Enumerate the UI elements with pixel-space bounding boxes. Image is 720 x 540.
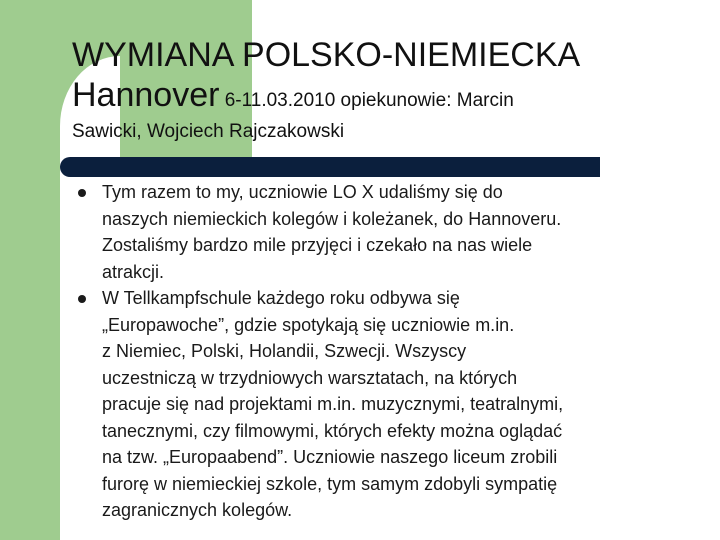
bullet-item — [72, 179, 682, 285]
bullet-text: W Tellkampfschule każdego roku odbywa się „Europawoche”, gdzie spotykają się uczniowie m.in. z Niemiec, Polski, Holandii, Szwecji. Wszyscy uczestniczą w trzydniowych warsztatach, na których pracuje się nad projektami m.in. muzycznymi, teatralnymi, tanecznymi, czy filmowymi, których efekty można oglądać na tzw. „Europaabend”. Uczniowie naszego liceum zrobili furorę w niemieckiej szkole, tym samym zdobyli sympatię zagranicznych kolegów. — [102, 288, 564, 520]
title-divider-bar — [60, 157, 600, 177]
title-guardians-names: Sawicki, Wojciech Rajczakowski — [72, 121, 345, 142]
title-line-1: WYMIANA POLSKO-NIEMIECKA — [72, 36, 581, 74]
bullet-icon — [72, 179, 102, 206]
bullet-icon — [72, 285, 102, 312]
bullet-list — [72, 179, 682, 524]
slide-title — [72, 38, 692, 141]
bullet-item — [72, 285, 682, 524]
green-accent-strip — [0, 0, 60, 540]
title-city: Hannover — [72, 76, 220, 114]
title-dates-guardians: 6-11.03.2010 opiekunowie: Marcin — [219, 90, 514, 111]
bullet-text: Tym razem to my, uczniowie LO X udaliśmy się do naszych niemieckich kolegów i koleżanek, do Hannoveru. Zostaliśmy bardzo mile przyjęci i czekało na nas wiele atrakcji. — [102, 182, 562, 282]
